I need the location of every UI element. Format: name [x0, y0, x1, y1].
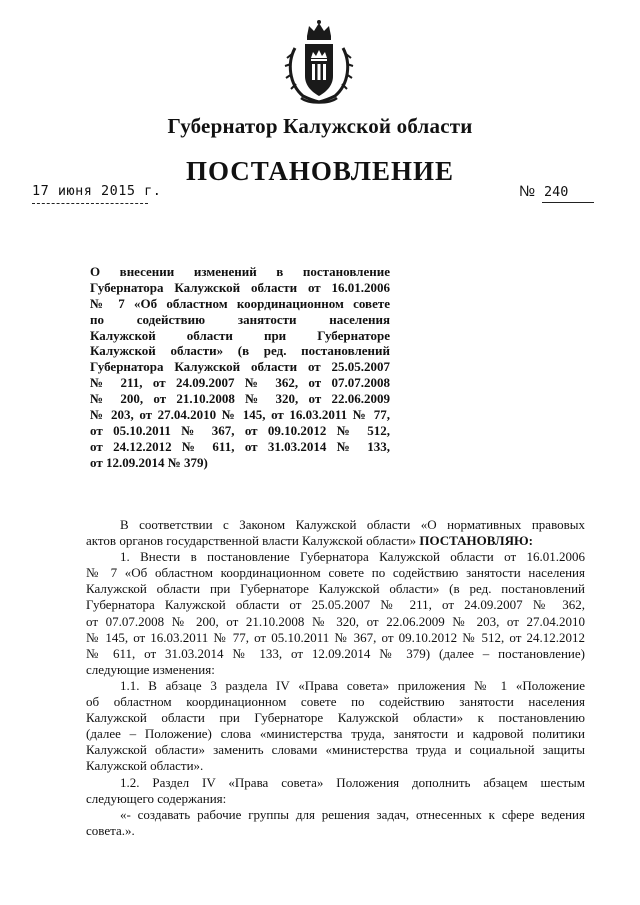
- heading-line: от 12.09.2014 № 379): [90, 454, 208, 470]
- item-1-line: № 611, от 31.03.2014 № 133, от 12.09.2014 № 379) (далее – постановление): [86, 645, 585, 661]
- item-1-1-line: 1.1. В абзаце 3 раздела IV «Права совета» приложения № 1 «Положение: [120, 677, 585, 693]
- document-number: 240: [544, 184, 569, 200]
- quote-line: совета.».: [86, 822, 135, 838]
- item-1-2-line: 1.2. Раздел IV «Права совета» Положения дополнить абзацем шестым: [120, 774, 585, 790]
- heading-line: Калужской области при Губернаторе: [90, 327, 390, 343]
- decree-keyword: ПОСТАНОВЛЯЮ:: [419, 533, 533, 549]
- heading-line: № 200, от 21.10.2008 № 320, от 22.06.2009: [90, 391, 390, 407]
- item-1-line: от 07.07.2008 № 200, от 21.10.2008 № 320, от 22.06.2009 № 203, от 27.04.2010: [86, 613, 585, 629]
- preamble-text: актов органов государственной власти Калужской области»: [86, 533, 417, 549]
- heading-line: от 24.12.2012 № 611, от 31.03.2014 № 133,: [90, 438, 390, 454]
- item-1-1-line: Калужской области» заменить словами «министерства труда и социальной защиты: [86, 742, 585, 758]
- issuing-authority: Губернатор Калужской области: [167, 114, 473, 138]
- document-type-title: ПОСТАНОВЛЕНИЕ: [185, 156, 455, 186]
- heading-line: Калужской области» (в ред. постановлений: [90, 343, 390, 359]
- heading-line: от 05.10.2011 № 367, от 09.10.2012 № 512,: [90, 422, 390, 438]
- heading-line: № 211, от 24.09.2007 № 362, от 07.07.2008: [90, 375, 390, 391]
- item-1-1-line: об областном координационном совете по содействию занятости населения: [86, 694, 585, 710]
- number-underline: [542, 202, 594, 203]
- item-1-line: № 7 «Об областном координационном совете по содействию занятости населения: [86, 565, 585, 581]
- date-underline: [32, 203, 148, 204]
- heading-line: № 203, от 27.04.2010 № 145, от 16.03.2011 № 77,: [90, 407, 390, 423]
- heading-line: О внесении изменений в постановление: [90, 264, 390, 279]
- item-1-1-line: Калужской области при Губернаторе Калужской области» к постановлению: [86, 710, 585, 726]
- preamble-line: [86, 533, 585, 549]
- item-1-line: следующие изменения:: [86, 661, 215, 677]
- document-body: [86, 517, 585, 839]
- coat-of-arms-emblem: [283, 18, 355, 106]
- document-subject-heading: [90, 264, 390, 471]
- item-1-1-line: (далее – Положение) слова «министерства труда, занятости и кадровой политики: [86, 726, 585, 742]
- document-date: 17 июня 2015 г.: [32, 183, 162, 199]
- heading-line: по содействию занятости населения: [90, 311, 390, 327]
- item-1-line: Губернатора Калужской области от 25.05.2007 № 211, от 24.09.2007 № 362,: [86, 597, 585, 613]
- heading-line: № 7 «Об областном координационном совете: [90, 295, 390, 311]
- heading-line: Губернатора Калужской области от 16.01.2006: [90, 279, 390, 295]
- item-1-line: № 145, от 16.03.2011 № 77, от 05.10.2011 № 367, от 09.10.2012 № 512, от 24.12.2012: [86, 629, 585, 645]
- item-1-2-line: следующего содержания:: [86, 790, 227, 806]
- quote-line: «- создавать рабочие группы для решения задач, отнесенных к сфере ведения: [120, 806, 585, 822]
- document-number-label: №: [519, 183, 536, 200]
- item-1-line: 1. Внести в постановление Губернатора Калужской области от 16.01.2006: [120, 549, 585, 565]
- heading-line: Губернатора Калужской области от 25.05.2007: [90, 359, 390, 375]
- item-1-1-line: Калужской области».: [86, 758, 204, 774]
- item-1-line: Калужской области при Губернаторе Калужской области» (в ред. постановлений: [86, 581, 585, 597]
- preamble-line: В соответствии с Законом Калужской области «О нормативных правовых: [120, 517, 585, 532]
